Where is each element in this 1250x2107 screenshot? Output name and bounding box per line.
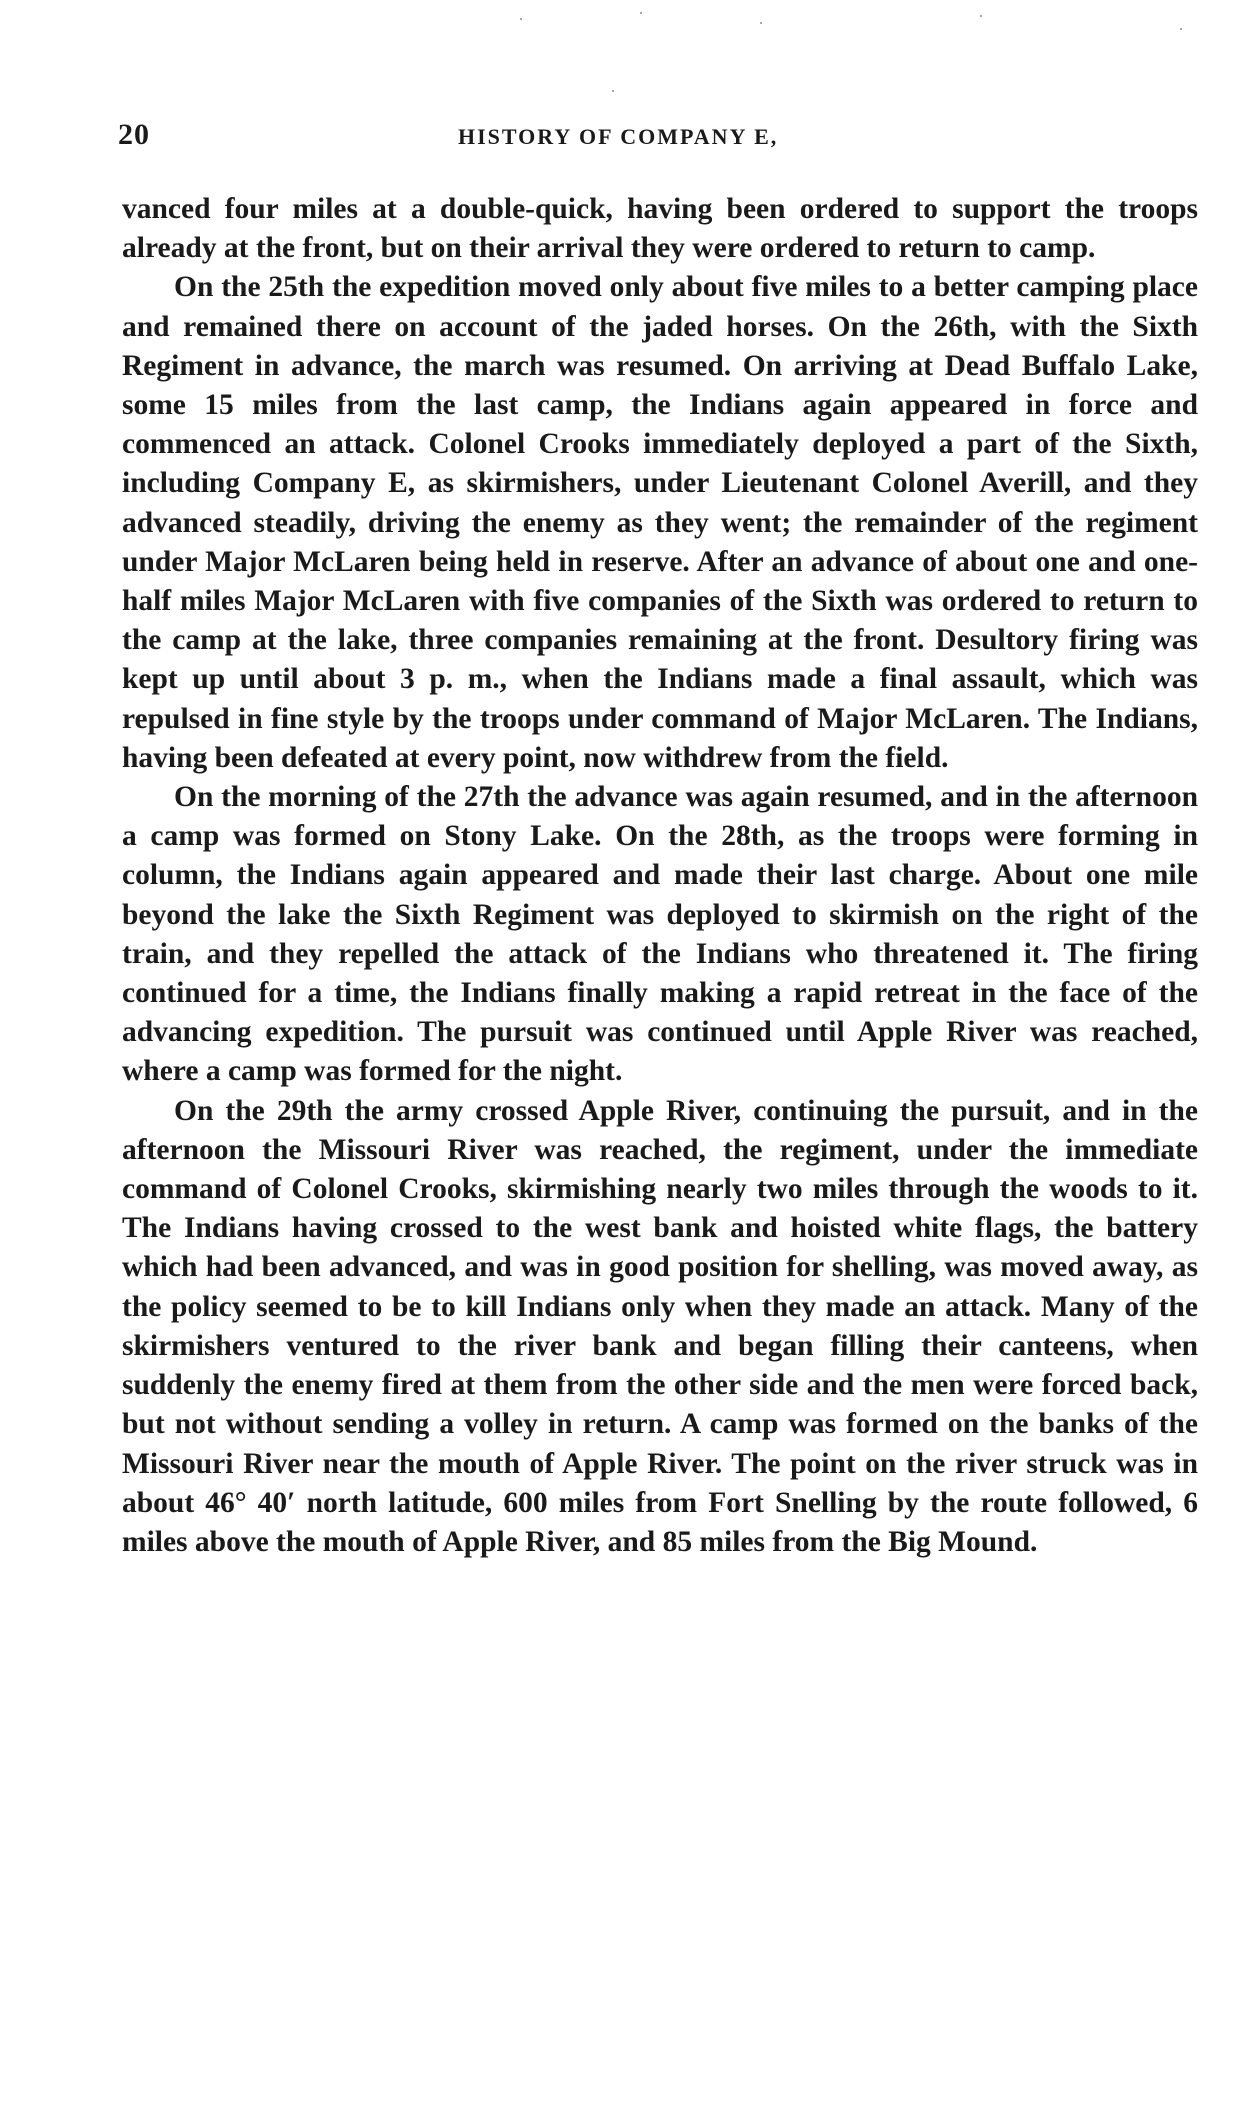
paragraph: On the morning of the 27th the advance was again resumed, and in the afternoon a camp was formed on Stony Lake. On the 28th, as the troops were forming in column, the Indians again appeared and made their last charge. About one mile beyond the lake the Sixth Regiment was deployed to skirmish on the right of the train, and they repelled the attack of the Indians who threatened it. The firing continued for a time, the Indians finally making a rapid retreat in the face of the advancing expedition. The pursuit was continued until Apple River was reached, where a camp was formed for the night. [122, 781, 1198, 1088]
paragraph: On the 25th the expedition moved only about five miles to a better camping place and remained there on account of the jaded horses. On the 26th, with the Sixth Regiment in advance, the march was resumed. On arriving at Dead Buffalo Lake, some 15 miles from the last camp, the Indians again appeared in force and commenced an attack. Colonel Crooks immediately deployed a part of the Sixth, including Company E, as skirmishers, under Lieutenant Colonel Averill, and they advanced steadily, driving the enemy as they went; the remainder of the regiment under Major McLaren being held in reserve. After an advance of about one and one-half miles Major McLaren with five companies of the Sixth was ordered to return to the camp at the lake, three companies remaining at the front. Desultory firing was kept up until about 3 p. m., when the Indians made a final assault, which was repulsed in fine style by the troops under command of Major McLaren. The Indians, having been defeated at every point, now withdrew from the field. [122, 271, 1198, 774]
page-header [118, 118, 1198, 158]
scan-speck [640, 12, 642, 14]
scan-speck [612, 90, 614, 92]
scan-speck [1180, 28, 1182, 30]
page-number: 20 [118, 118, 150, 151]
running-head: HISTORY OF COMPANY E, [458, 124, 779, 149]
paragraph: On the 29th the army crossed Apple River, continuing the pursuit, and in the afternoon the Missouri River was reached, the regiment, under the immediate command of Colonel Crooks, skirmishing nearly two miles through the woods to it. The Indians having crossed to the west bank and hoisted white flags, the battery which had been advanced, and was in good position for shelling, was moved away, as the policy seemed to be to kill Indians only when they made an attack. Many of the skirmishers ventured to the river bank and began filling their canteens, when suddenly the enemy fired at them from the other side and the men were forced back, but not without sending a volley in return. A camp was formed on the banks of the Missouri River near the mouth of Apple River. The point on the river struck was in about 46° 40′ north latitude, 600 miles from Fort Snelling by the route followed, 6 miles above the mouth of Apple River, and 85 miles from the Big Mound. [122, 1094, 1198, 1558]
paragraph-continued: vanced four miles at a double-quick, having been ordered to support the troops already at the front, but on their arrival they were ordered to return to camp. [122, 193, 1198, 265]
scan-speck [520, 18, 522, 20]
body-text [122, 190, 1198, 1562]
scan-speck [980, 15, 982, 17]
scan-speck [760, 22, 762, 24]
